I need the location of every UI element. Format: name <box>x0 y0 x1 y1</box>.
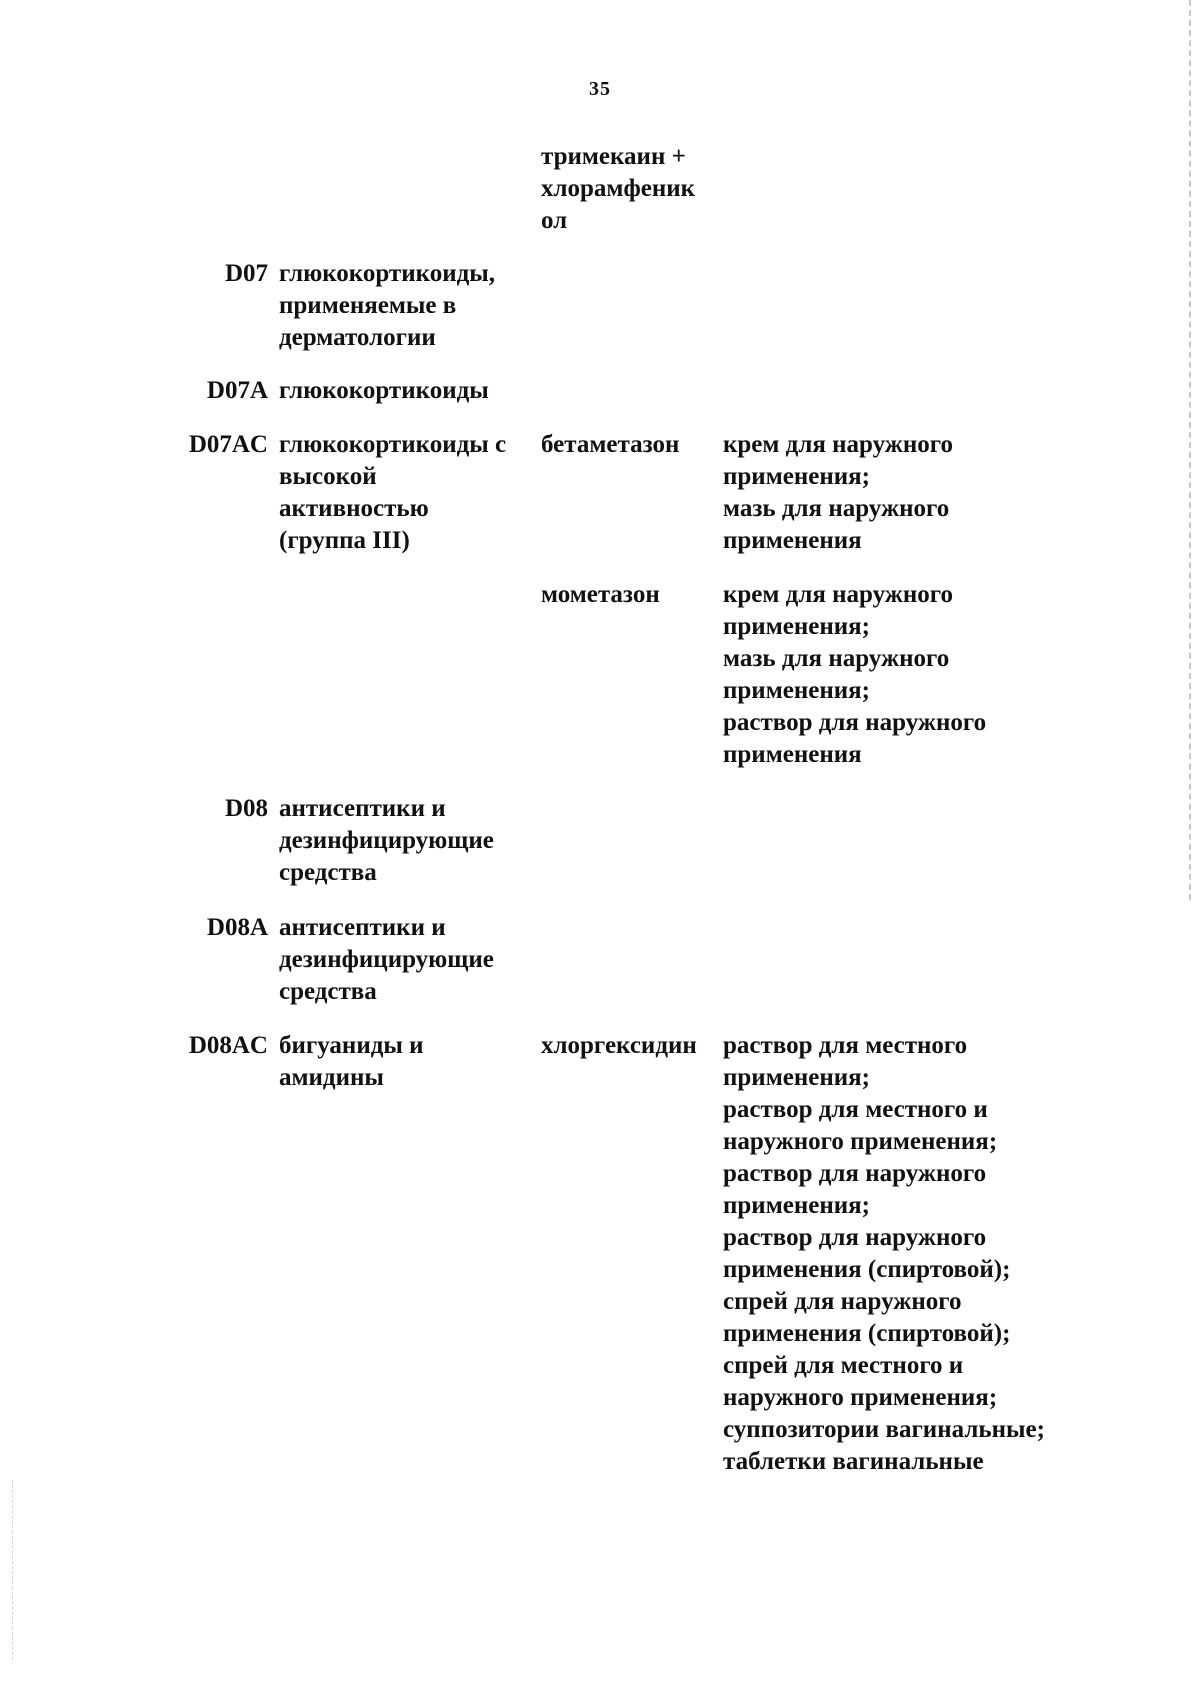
dosage-forms: крем для наружного применения; мазь для наружного применения <box>723 431 954 554</box>
scan-edge-artifact-left <box>12 1480 14 1660</box>
group-name: антисептики и дезинфицирующие средства <box>279 914 494 1005</box>
page-number: 35 <box>589 78 611 100</box>
atc-code: D08AC <box>188 1032 268 1059</box>
drug-name: хлоргексидин <box>541 1032 697 1059</box>
group-name: глюкокортикоиды, применяемые в дерматологии <box>279 260 496 351</box>
atc-code: D07 <box>224 260 268 287</box>
group-name: антисептики и дезинфицирующие средства <box>279 795 494 886</box>
scan-edge-artifact <box>1188 0 1191 900</box>
atc-code: D07A <box>206 377 268 404</box>
drug-name: мометазон <box>541 581 660 608</box>
atc-code: D08A <box>206 914 268 941</box>
atc-code: D07AC <box>188 431 268 458</box>
dosage-forms: крем для наружного применения; мазь для наружного применения; раствор для наружного применения <box>723 581 987 768</box>
group-name: бигуаниды и амидины <box>279 1032 424 1091</box>
group-name: глюкокортикоиды <box>279 377 489 404</box>
drug-name: бетаметазон <box>541 431 680 458</box>
atc-code: D08 <box>224 795 268 822</box>
group-name: глюкокортикоиды с высокой активностью (группа III) <box>279 431 507 554</box>
dosage-forms: раствор для местного применения; раствор для местного и наружного применения; раствор для наружного применения; раствор для наружного применения (спиртовой); спрей для наружного применения (спиртовой); спрей для местного и наружного применения; суппозитории вагинальные; таблетки вагинальные <box>723 1032 1045 1475</box>
drug-name: тримекаин + хлорамфеник ол <box>541 143 696 234</box>
